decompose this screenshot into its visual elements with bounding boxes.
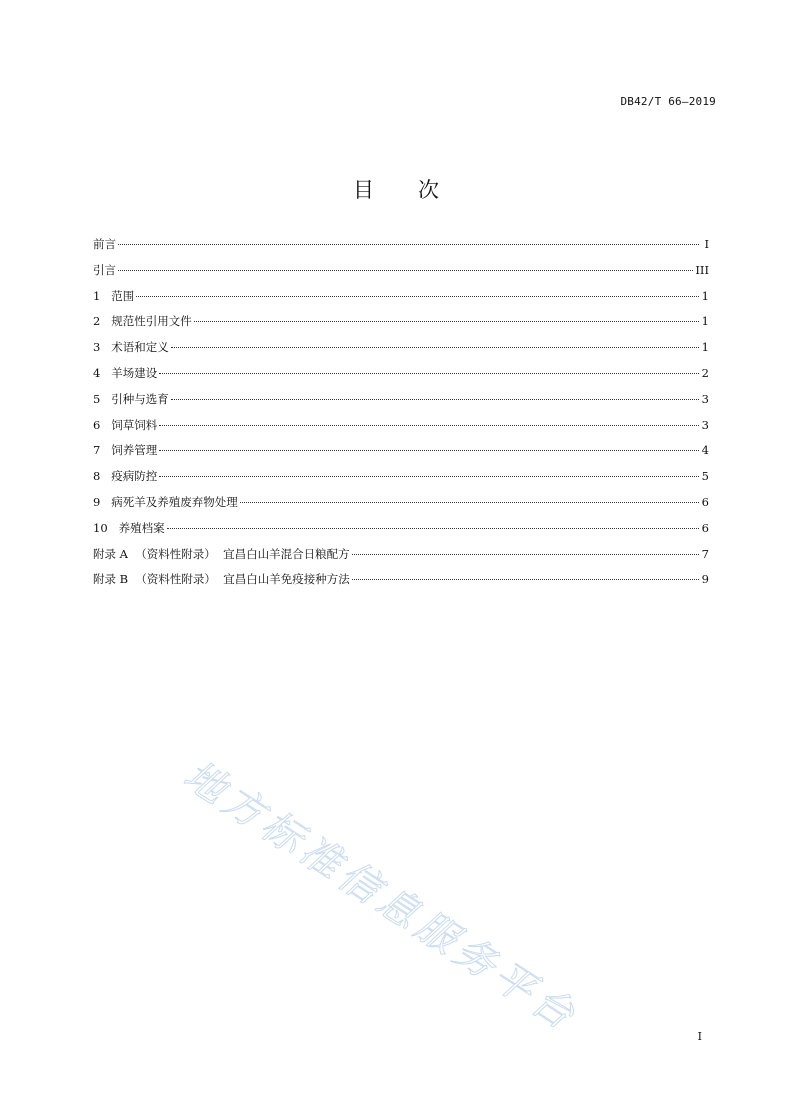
dot-leader <box>167 528 699 529</box>
dot-leader <box>118 244 699 245</box>
toc-entry-label: 羊场建设 <box>111 365 158 380</box>
toc-entry-number: 8 <box>93 469 101 484</box>
toc-entry-label: 饲养管理 <box>111 443 158 458</box>
toc-entry-page: 1 <box>701 288 709 303</box>
toc-entry-page: 9 <box>701 572 709 587</box>
dot-leader <box>352 579 699 580</box>
dot-leader <box>159 373 699 374</box>
page-number: I <box>697 1030 702 1043</box>
toc-entry-page: 6 <box>701 520 709 535</box>
toc-entry-label: 养殖档案 <box>118 520 165 535</box>
toc-entry-page: 3 <box>701 391 709 406</box>
toc-entry-appendix-b[interactable] <box>93 571 709 597</box>
toc-entry-5[interactable] <box>93 391 709 417</box>
toc-title-char-2: 次 <box>418 178 439 202</box>
toc-entry-4[interactable] <box>93 365 709 391</box>
dot-leader <box>136 296 699 297</box>
toc-entry-page: 2 <box>701 365 709 380</box>
toc-entry-number: 10 <box>93 520 108 535</box>
toc-entry-1[interactable] <box>93 288 709 314</box>
toc-entry-label: 附录 B （资料性附录） 宜昌白山羊免疫接种方法 <box>93 572 350 587</box>
toc-entry-2[interactable] <box>93 313 709 339</box>
toc-entry-number: 1 <box>93 288 101 303</box>
toc-entry-introduction[interactable] <box>93 262 709 288</box>
toc-entry-page: I <box>704 237 709 251</box>
toc-entry-number: 4 <box>93 365 101 380</box>
toc-entry-page: 6 <box>701 494 709 509</box>
toc-entry-foreword[interactable] <box>93 236 709 262</box>
toc-entry-number: 2 <box>93 314 101 329</box>
dot-leader <box>194 321 699 322</box>
toc-entry-label: 引言 <box>93 262 116 277</box>
toc-entry-number: 9 <box>93 494 101 509</box>
dot-leader <box>159 476 699 477</box>
toc-title <box>0 174 792 204</box>
dot-leader <box>352 554 699 555</box>
dot-leader <box>171 347 699 348</box>
toc-entry-page: 1 <box>701 340 709 355</box>
toc-title-char-1: 目 <box>353 178 374 202</box>
toc-entry-page: III <box>695 262 709 277</box>
toc-entry-7[interactable] <box>93 442 709 468</box>
dot-leader <box>240 502 699 503</box>
toc-entry-label: 饲草饲料 <box>111 417 158 432</box>
toc-entry-label: 范围 <box>111 288 135 303</box>
toc-entry-label: 病死羊及养殖废弃物处理 <box>111 494 238 509</box>
toc-entry-label: 附录 A （资料性附录） 宜昌白山羊混合日粮配方 <box>93 546 350 561</box>
toc-entry-label: 术语和定义 <box>111 340 169 355</box>
toc-entry-6[interactable] <box>93 417 709 443</box>
document-code: DB42/T 66—2019 <box>620 95 716 108</box>
toc-entry-label: 前言 <box>93 237 116 251</box>
toc-entry-9[interactable] <box>93 494 709 520</box>
toc-entry-label: 引种与选育 <box>111 391 169 406</box>
toc-entry-label: 疫病防控 <box>111 469 158 484</box>
toc-entry-page: 7 <box>701 546 709 561</box>
toc-entry-label: 规范性引用文件 <box>111 314 192 329</box>
toc-entry-page: 4 <box>701 443 709 458</box>
toc-entry-10[interactable] <box>93 520 709 546</box>
watermark: 地方标准信息服务平台 <box>175 752 587 1042</box>
toc-entry-number: 5 <box>93 391 101 406</box>
toc-entry-page: 3 <box>701 417 709 432</box>
toc-entry-appendix-a[interactable] <box>93 546 709 572</box>
dot-leader <box>159 450 699 451</box>
table-of-contents <box>93 236 709 597</box>
dot-leader <box>159 425 699 426</box>
toc-entry-number: 7 <box>93 443 101 458</box>
dot-leader <box>171 399 699 400</box>
dot-leader <box>118 270 693 271</box>
toc-entry-page: 1 <box>701 314 709 329</box>
toc-entry-number: 6 <box>93 417 101 432</box>
toc-entry-3[interactable] <box>93 339 709 365</box>
toc-entry-number: 3 <box>93 340 101 355</box>
toc-entry-8[interactable] <box>93 468 709 494</box>
toc-entry-page: 5 <box>701 469 709 484</box>
